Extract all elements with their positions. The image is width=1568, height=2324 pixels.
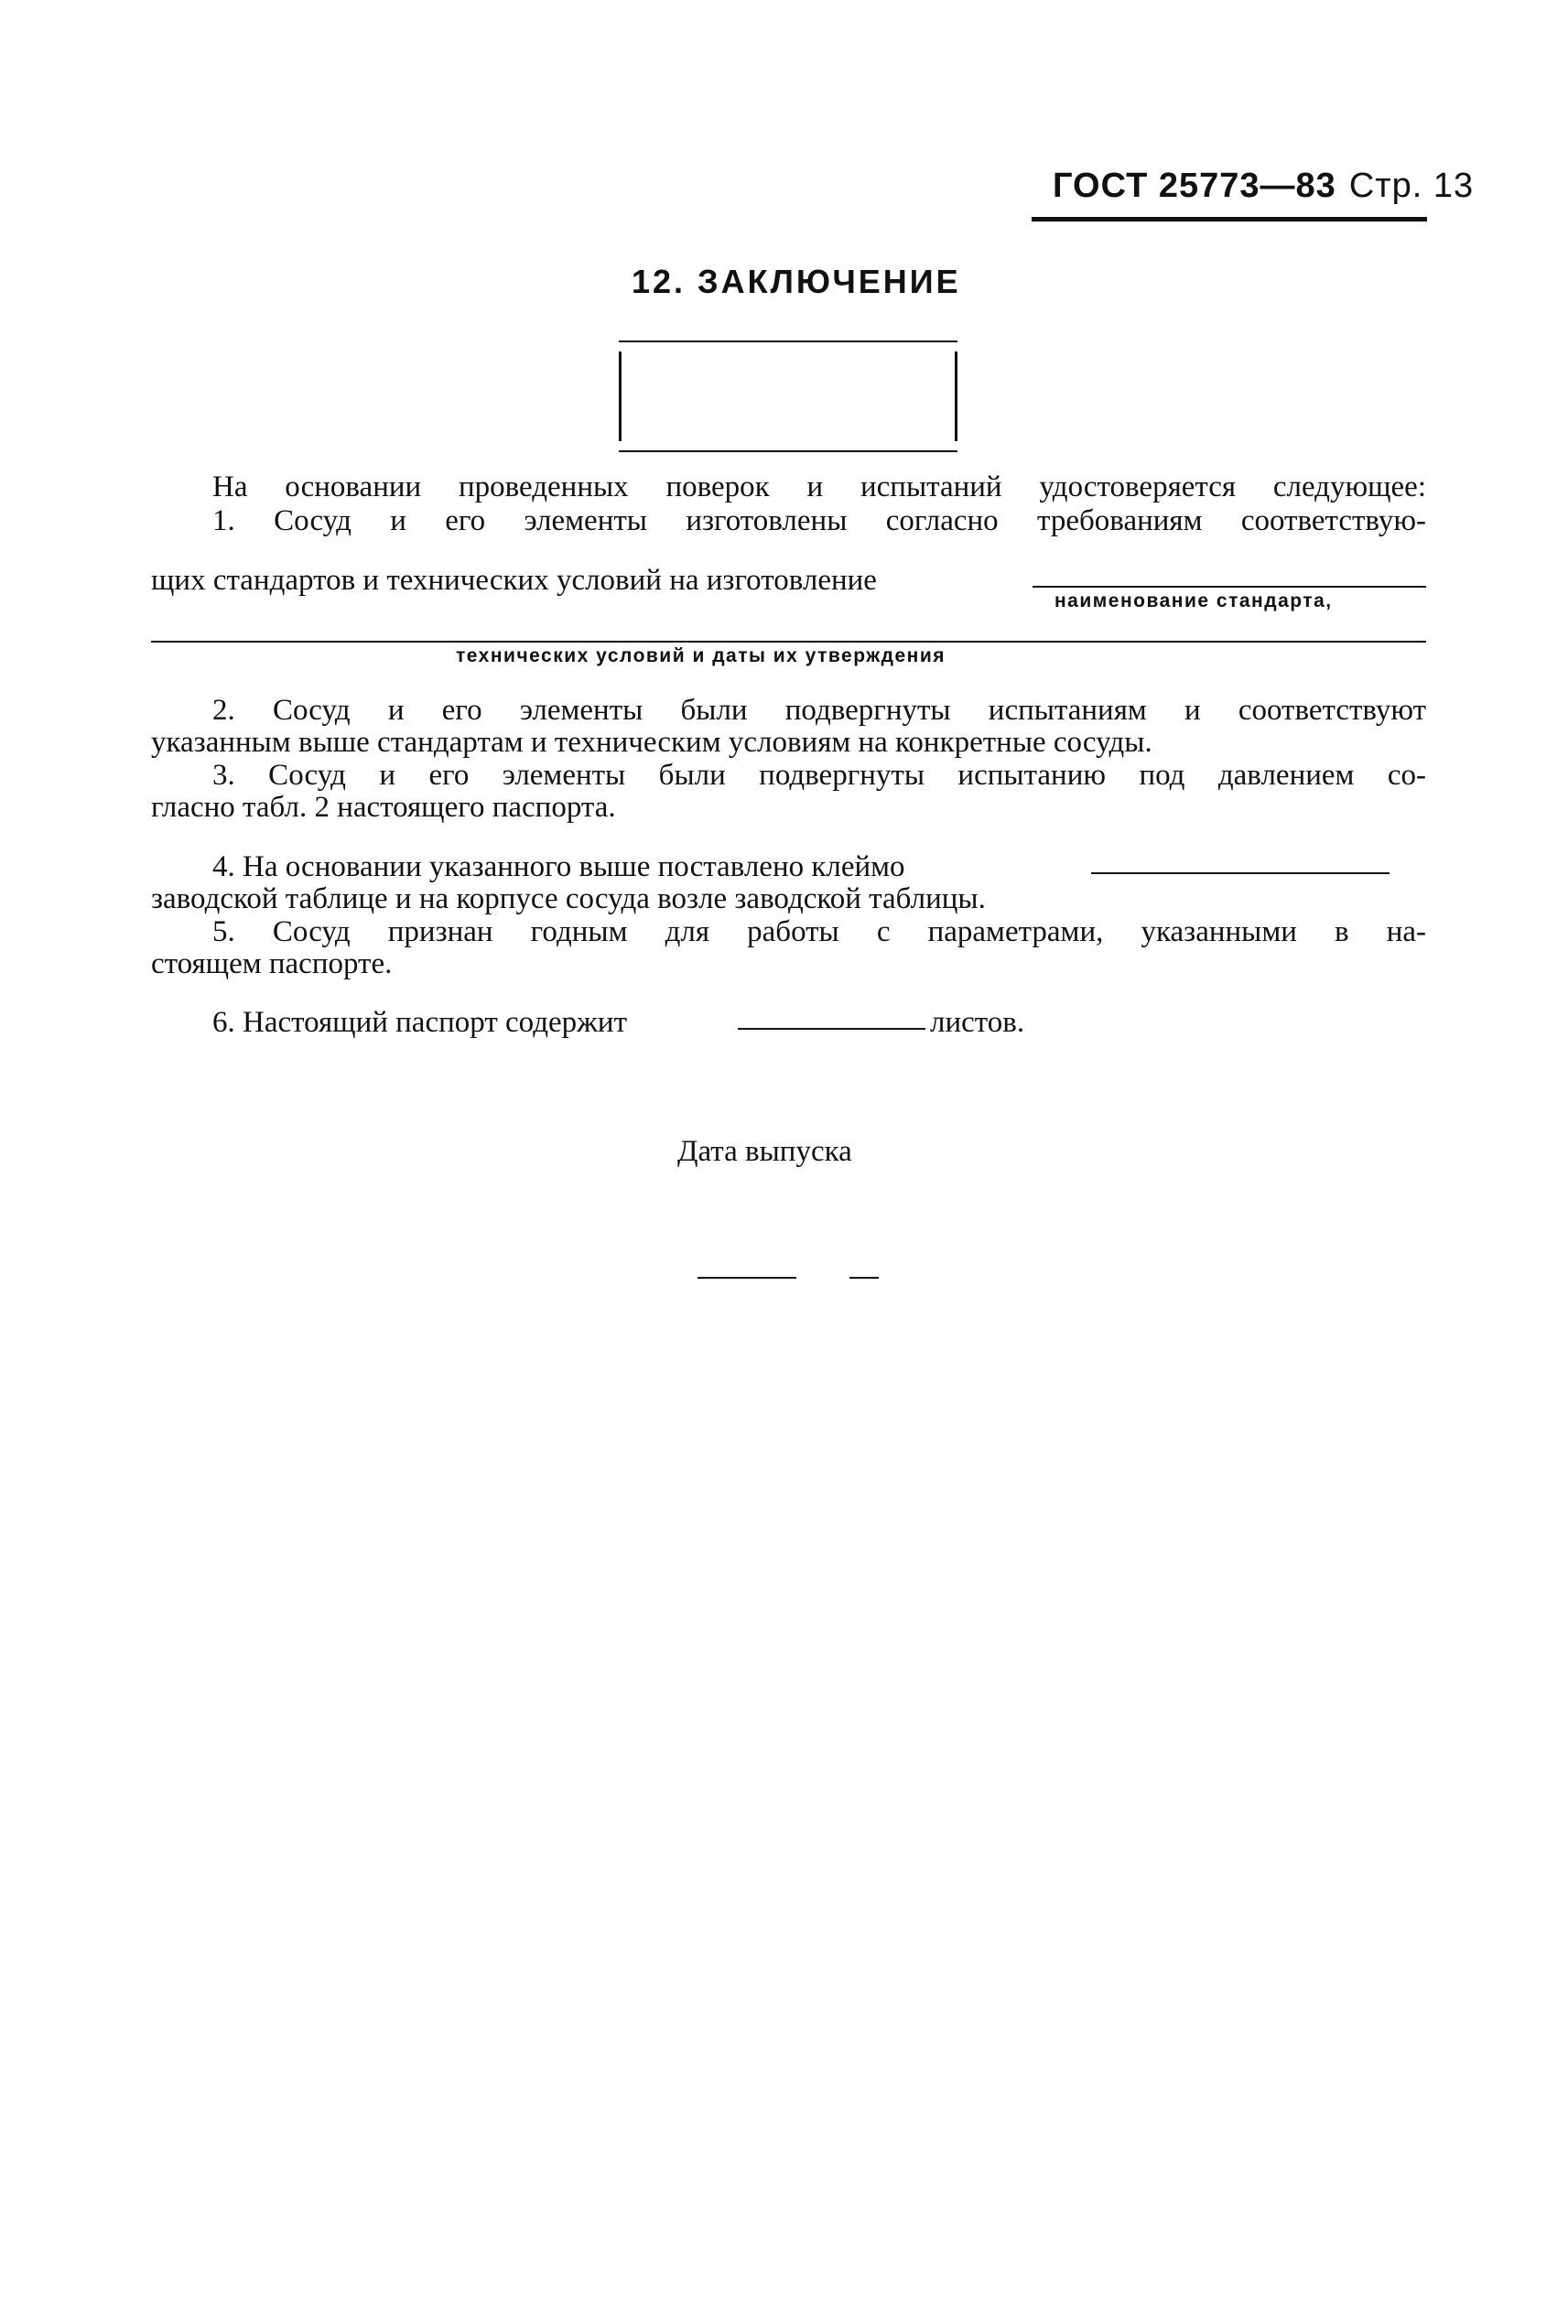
item-5-line-1: 5. Сосуд признан годным для работы с параметрами, указанными в на- bbox=[212, 915, 1426, 948]
item-4-line-2: заводской таблице и на корпусе сосуда возле заводской таблицы. bbox=[151, 882, 986, 915]
end-mark-long bbox=[697, 1277, 796, 1279]
item-2-line-1: 2. Сосуд и его элементы были подвергнуты испытаниям и соответствуют bbox=[212, 694, 1426, 727]
item-6-prefix: 6. Настоящий паспорт содержит bbox=[212, 1006, 628, 1039]
page-header bbox=[1053, 167, 1474, 206]
document-code: ГОСТ 25773—83 bbox=[1053, 167, 1336, 205]
item-6-suffix: листов. bbox=[930, 1006, 1025, 1039]
sheet-count-blank bbox=[738, 1028, 925, 1030]
caption-conditions: технических условий и даты их утверждения bbox=[456, 645, 946, 666]
page-number: Стр. 13 bbox=[1348, 167, 1475, 205]
stamp-box bbox=[619, 340, 957, 452]
item-2-line-2: указанным выше стандартам и техническим условиям на конкретные сосуды. bbox=[151, 726, 1152, 759]
item-3-line-2: гласно табл. 2 настоящего паспорта. bbox=[151, 791, 616, 824]
item-5-line-2: стоящем паспорте. bbox=[151, 947, 393, 980]
stamp-blank bbox=[1091, 872, 1390, 874]
intro-text: На основании проведенных поверок и испытаний удостоверяется следующее: bbox=[212, 470, 1426, 503]
item-4-line-1: 4. На основании указанного выше поставлено клеймо bbox=[212, 850, 905, 883]
item-1-line-2: щих стандартов и технических условий на изготовление bbox=[151, 564, 877, 597]
section-title: 12. ЗАКЛЮЧЕНИЕ bbox=[632, 263, 961, 300]
item-1-line-1: 1. Сосуд и его элементы изготовлены согласно требованиям соответствую- bbox=[212, 504, 1426, 537]
header-rule bbox=[1032, 217, 1427, 222]
conditions-blank bbox=[151, 641, 1426, 643]
caption-standard-name: наименование стандарта, bbox=[1054, 590, 1333, 611]
end-mark-short bbox=[849, 1277, 879, 1279]
item-3-line-1: 3. Сосуд и его элементы были подвергнуты испытанию под давлением со- bbox=[212, 759, 1426, 792]
release-date-label: Дата выпуска bbox=[677, 1135, 852, 1168]
standard-name-blank bbox=[1033, 586, 1426, 588]
